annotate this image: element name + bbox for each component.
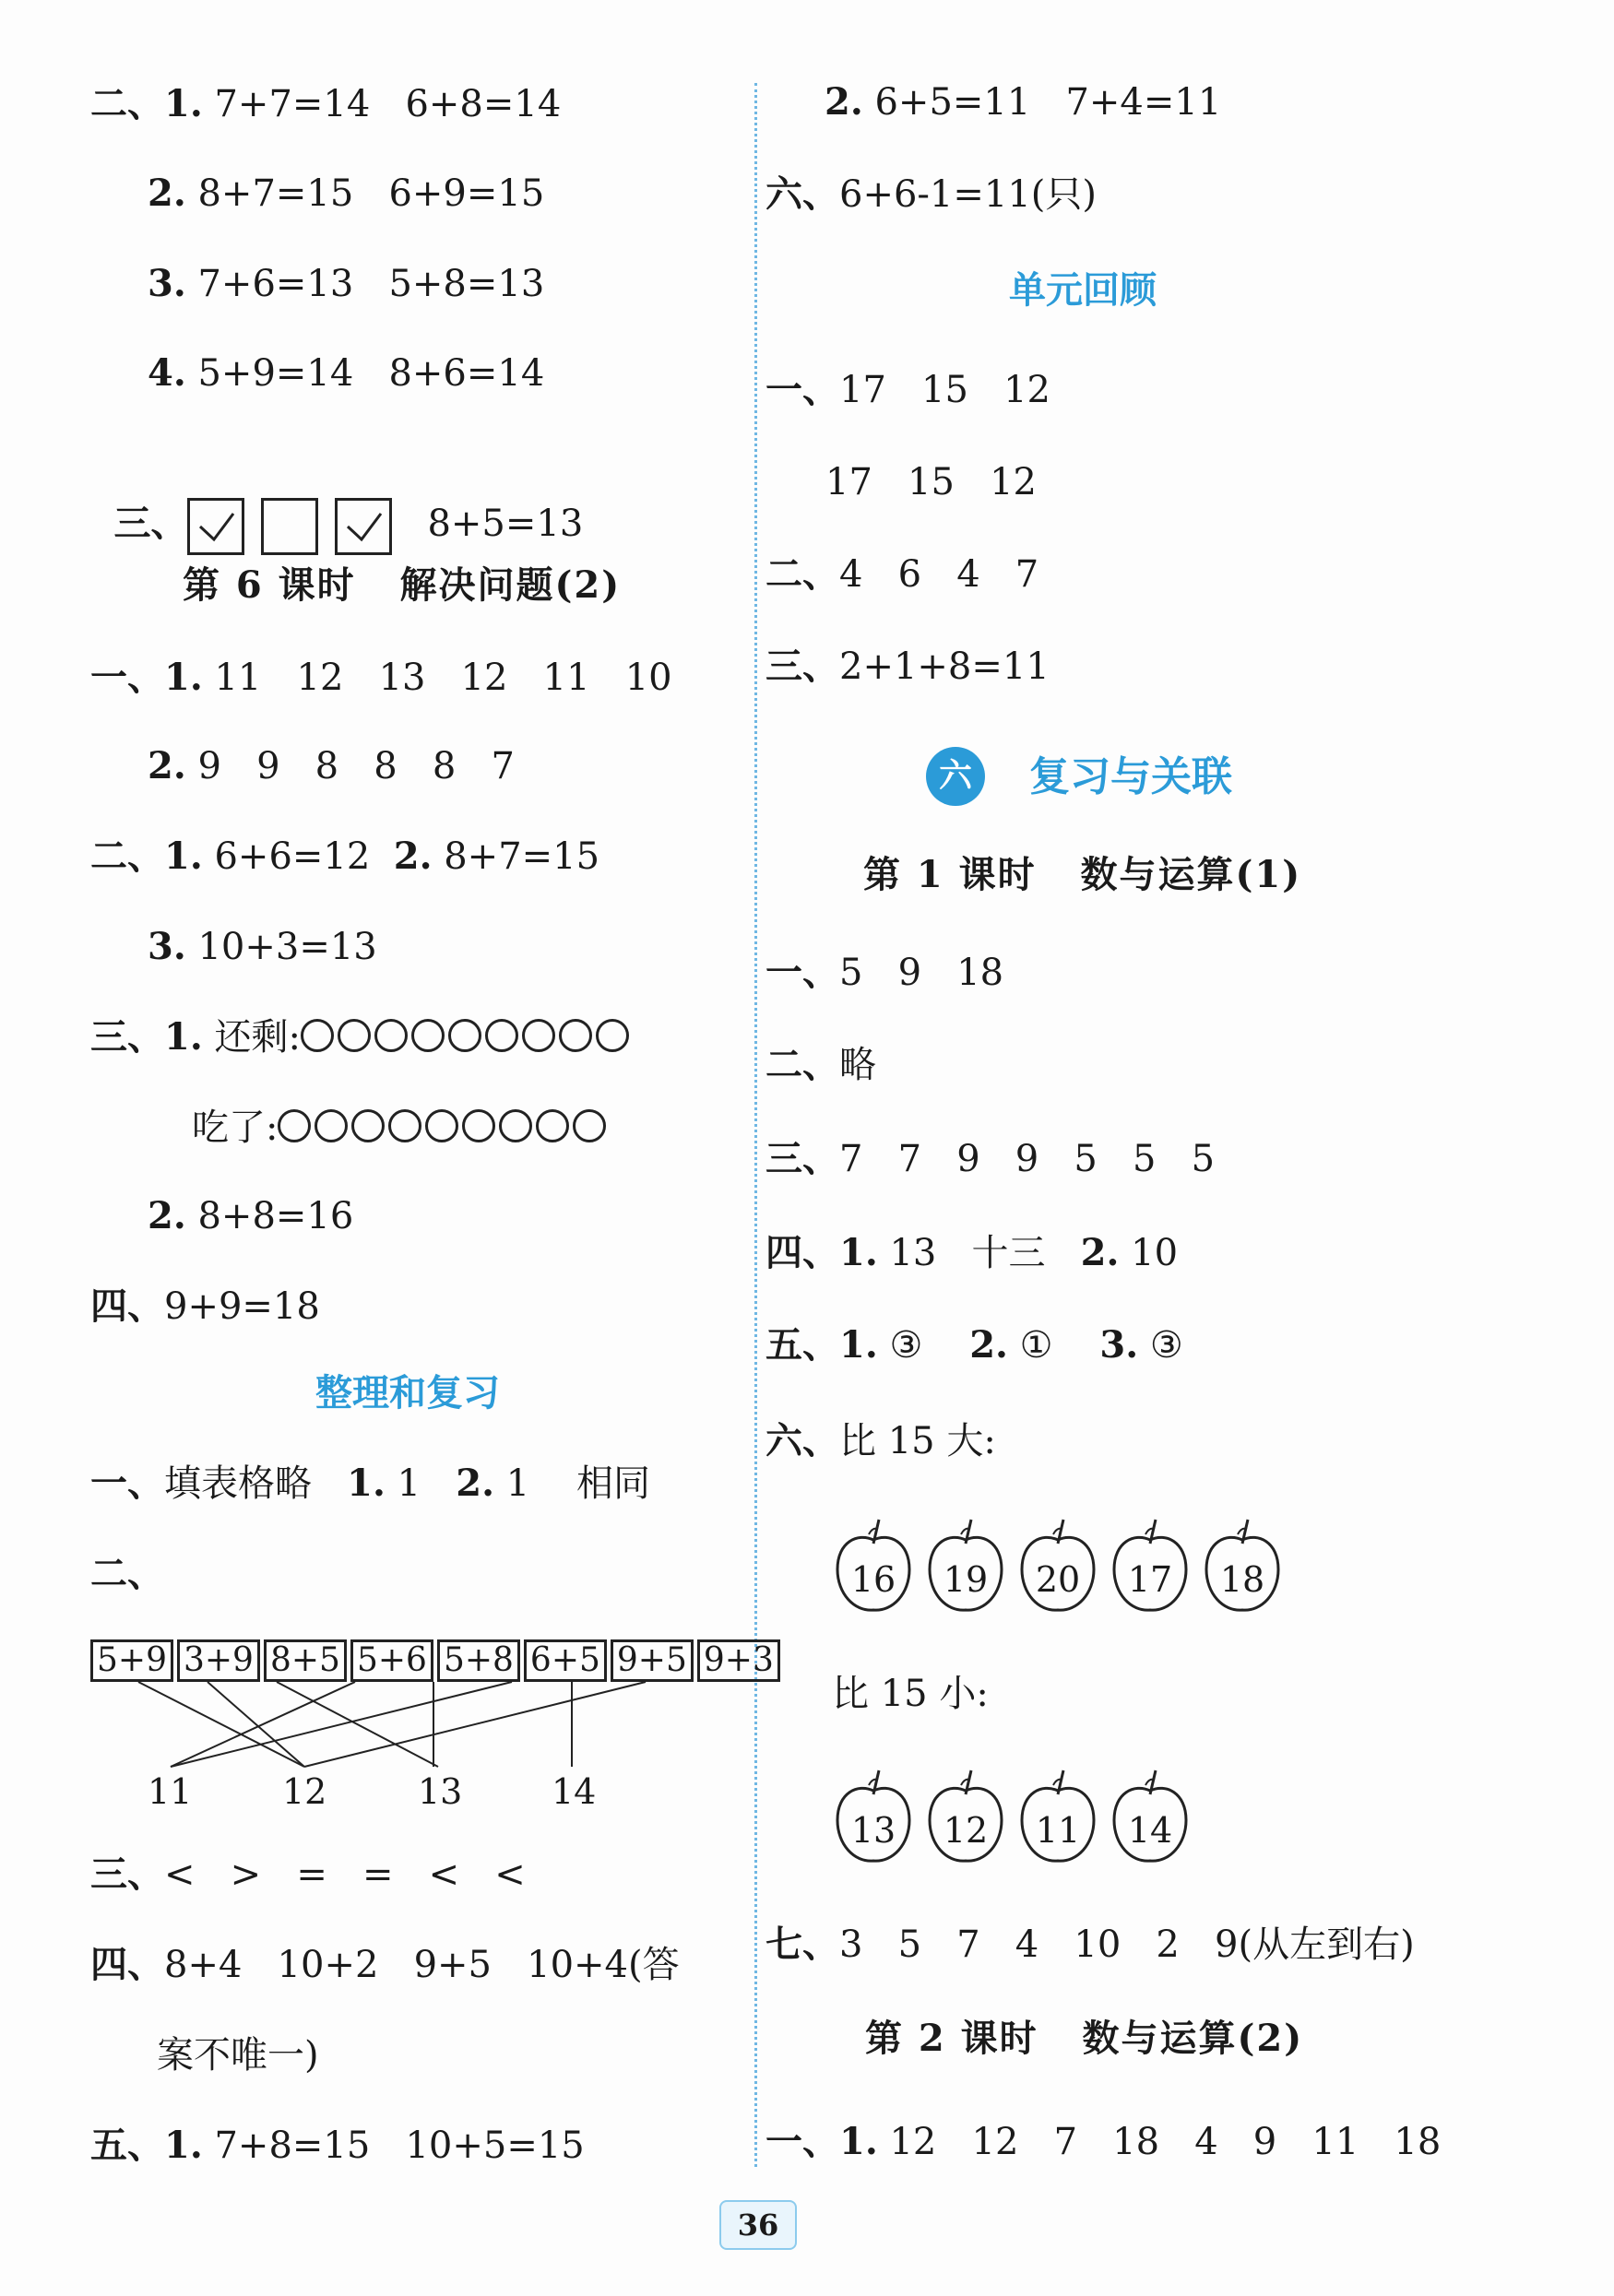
answer-line: 五、1. ③ 2. ① 3. ③ (765, 1323, 1183, 1367)
answer-line: 三、2+1+8=11 (765, 645, 1050, 688)
answer-line: 三、7 7 9 9 5 5 5 (765, 1137, 1216, 1180)
expression-box: 8+5 (264, 1639, 347, 1682)
expression-box: 5+6 (350, 1639, 433, 1682)
answer-line: 七、3 5 7 4 10 2 9(从左到右) (765, 1923, 1415, 1966)
answer-line: 2. 8+7=15 6+9=15 (148, 172, 545, 215)
expression-box: 9+5 (611, 1639, 694, 1682)
apple-icon: 14 (1109, 1769, 1192, 1870)
page-number: 36 (719, 2200, 797, 2250)
match-result: 14 (552, 1771, 597, 1812)
section-title: 单元回顾 (1009, 269, 1157, 312)
answer-line: 4. 5+9=14 8+6=14 (148, 351, 545, 395)
answer-line: 六、比 15 大: (765, 1419, 996, 1462)
answer-line: 六、6+6-1=11(只) (765, 172, 1098, 216)
answer-line: 一、1. 12 12 7 18 4 9 11 18 (765, 2120, 1442, 2163)
answer-line: 2. 6+5=11 7+4=11 (825, 80, 1222, 124)
apple-icon: 11 (1016, 1769, 1099, 1870)
apple-icon: 17 (1109, 1518, 1192, 1619)
lesson-title: 第 2 课时 数与运算(2) (865, 2017, 1304, 2060)
answer-line: 二、1. 6+6=12 2. 8+7=15 (90, 834, 600, 878)
match-result: 13 (418, 1771, 463, 1812)
expression-box: 3+9 (177, 1639, 260, 1682)
apple-icon: 18 (1201, 1518, 1284, 1619)
answer-line: 一、17 15 12 (765, 368, 1050, 411)
answer-line: 二、4 6 4 7 (765, 552, 1039, 596)
apple-icon: 12 (924, 1769, 1007, 1870)
answer-line: 2. 8+8=16 (148, 1194, 354, 1237)
answer-line: 五、1. 7+8=15 10+5=15 (90, 2124, 585, 2167)
answer-line: 比 15 小: (832, 1673, 989, 1715)
lesson-title: 第 1 课时 数与运算(1) (863, 853, 1302, 896)
answer-line: 四、8+4 10+2 9+5 10+4(答 (90, 1943, 680, 1986)
expression-box: 9+3 (697, 1639, 780, 1682)
expression-box: 5+8 (437, 1639, 520, 1682)
chapter-title: 复习与关联 (1029, 753, 1232, 800)
answer-line: 一、1. 11 12 13 12 11 10 (90, 656, 672, 699)
expression-box: 6+5 (524, 1639, 607, 1682)
answer-line-circles-left: 三、1. 还剩: (90, 1014, 633, 1063)
answer-line: 三、< > = = < < (90, 1852, 526, 1896)
answer-line: 3. 10+3=13 (148, 925, 377, 968)
match-result: 11 (148, 1771, 193, 1812)
lesson-title: 第 6 课时 解决问题(2) (183, 563, 622, 607)
answer-line: 17 15 12 (825, 461, 1037, 503)
answer-line: 2. 9 9 8 8 8 7 (148, 744, 515, 787)
answer-line-checkboxes: 三、 8+5=13 (90, 452, 583, 555)
expression-box: 5+9 (90, 1639, 173, 1682)
answer-line: 一、填表格略 1. 1 2. 1 相同 (90, 1462, 651, 1505)
answer-line: 四、1. 13 十三 2. 10 (765, 1231, 1179, 1274)
answer-line: 二、略 (765, 1043, 876, 1086)
answer-line: 3. 7+6=13 5+8=13 (148, 262, 545, 305)
apple-icon: 19 (924, 1518, 1007, 1619)
answer-line: 案不唯一) (157, 2034, 319, 2077)
apple-icon: 16 (832, 1518, 915, 1619)
apple-icon: 13 (832, 1769, 915, 1870)
section-title: 整理和复习 (315, 1372, 500, 1414)
apple-icon: 20 (1016, 1518, 1099, 1619)
chapter-number-badge: 六 (926, 747, 985, 806)
answer-line-circles-eaten: 吃了: (192, 1105, 610, 1154)
match-result: 12 (282, 1771, 327, 1812)
answer-line: 一、5 9 18 (765, 951, 1004, 994)
answer-line: 二、1. 7+7=14 6+8=14 (90, 82, 562, 125)
answer-line: 二、 (90, 1552, 164, 1595)
answer-line: 四、9+9=18 (90, 1284, 320, 1328)
